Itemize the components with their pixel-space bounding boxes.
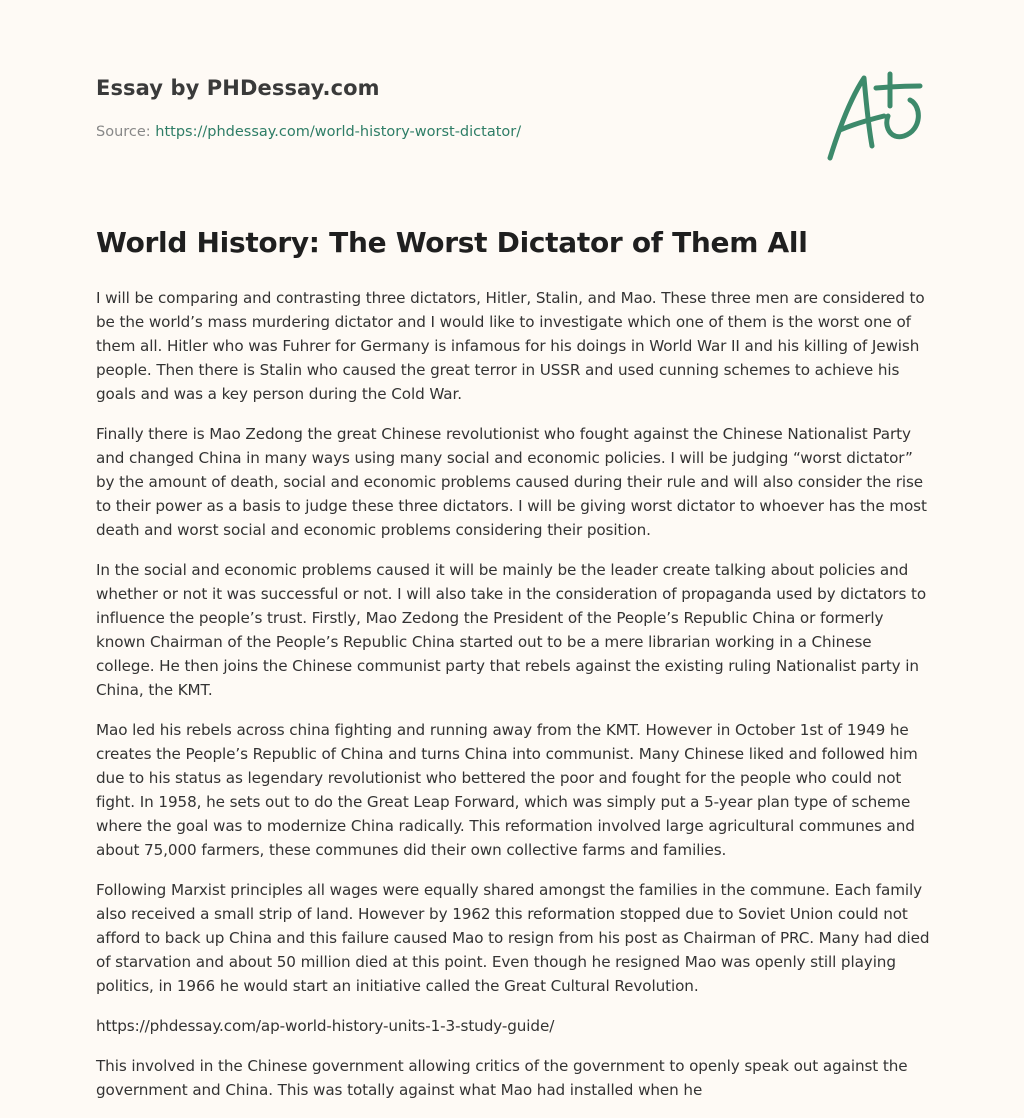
brand-title: Essay by PHDessay.com [96, 76, 380, 100]
paragraph: Following Marxist principles all wages were equally shared amongst the families in the commune. Each family also received a small strip of land. However by 1962 this reformation stopped due to Soviet Union could not afford to back up China and this failure caused Mao to resign from his post as Chairman of PRC. Many had died of starvation and about 50 million died at this point. Even though he resigned Mao was openly still playing politics, in 1966 he would start an initiative called the Great Cultural Revolution. [96, 881, 930, 995]
source-link[interactable]: https://phdessay.com/world-history-worst-dictator/ [155, 124, 522, 140]
header [96, 76, 736, 140]
a-plus-logo-icon [818, 66, 930, 166]
paragraph: I will be comparing and contrasting three dictators, Hitler, Stalin, and Mao. These three men are considered to be the world’s mass murdering dictator and I would like to investigate which one of them is the worst one of them all. Hitler who was Fuhrer for Germany is infamous for his doings in World War II and his killing of Jewish people. Then there is Stalin who caused the great terror in USSR and used cunning schemes to achieve his goals and was a key person during the Cold War. [96, 289, 925, 403]
paragraph: Mao led his rebels across china fighting and running away from the KMT. However in October 1st of 1949 he creates the People’s Republic of China and turns China into communist. Many Chinese liked and followed him due to his status as legendary revolutionist who bettered the poor and fought for the people who could not fight. In 1958, he sets out to do the Great Leap Forward, which was simply put a 5-year plan type of scheme where the goal was to modernize China radically. This reformation involved large agricultural communes and about 75,000 farmers, these communes did their own collective farms and families. [96, 721, 918, 859]
paragraph: In the social and economic problems caused it will be mainly be the leader create talking about policies and whether or not it was successful or not. I will also take in the consideration of propaganda used by dictators to influence the people’s trust. Firstly, Mao Zedong the President of the People’s Republic China or formerly known Chairman of the People’s Republic China started out to be a mere librarian working in a Chinese college. He then joins the Chinese communist party that rebels against the existing ruling Nationalist party in China, the KMT. [96, 561, 927, 699]
related-link-text: https://phdessay.com/ap-world-history-units-1-3-study-guide/ [96, 1017, 555, 1035]
article-title: World History: The Worst Dictator of Them All [96, 226, 808, 259]
source-label: Source: [96, 124, 156, 140]
article-body [96, 286, 930, 1118]
source-line [96, 124, 521, 140]
paragraph: Finally there is Mao Zedong the great Chinese revolutionist who fought against the Chinese Nationalist Party and changed China in many ways using many social and economic policies. I will be judging “worst dictator” by the amount of death, social and economic problems caused during their rule and will also consider the rise to their power as a basis to judge these three dictators. I will be giving worst dictator to whoever has the most death and worst social and economic problems considering their position. [96, 425, 927, 539]
paragraph: This involved in the Chinese government allowing critics of the government to openly speak out against the government and China. This was totally against what Mao had installed when he [96, 1057, 908, 1099]
